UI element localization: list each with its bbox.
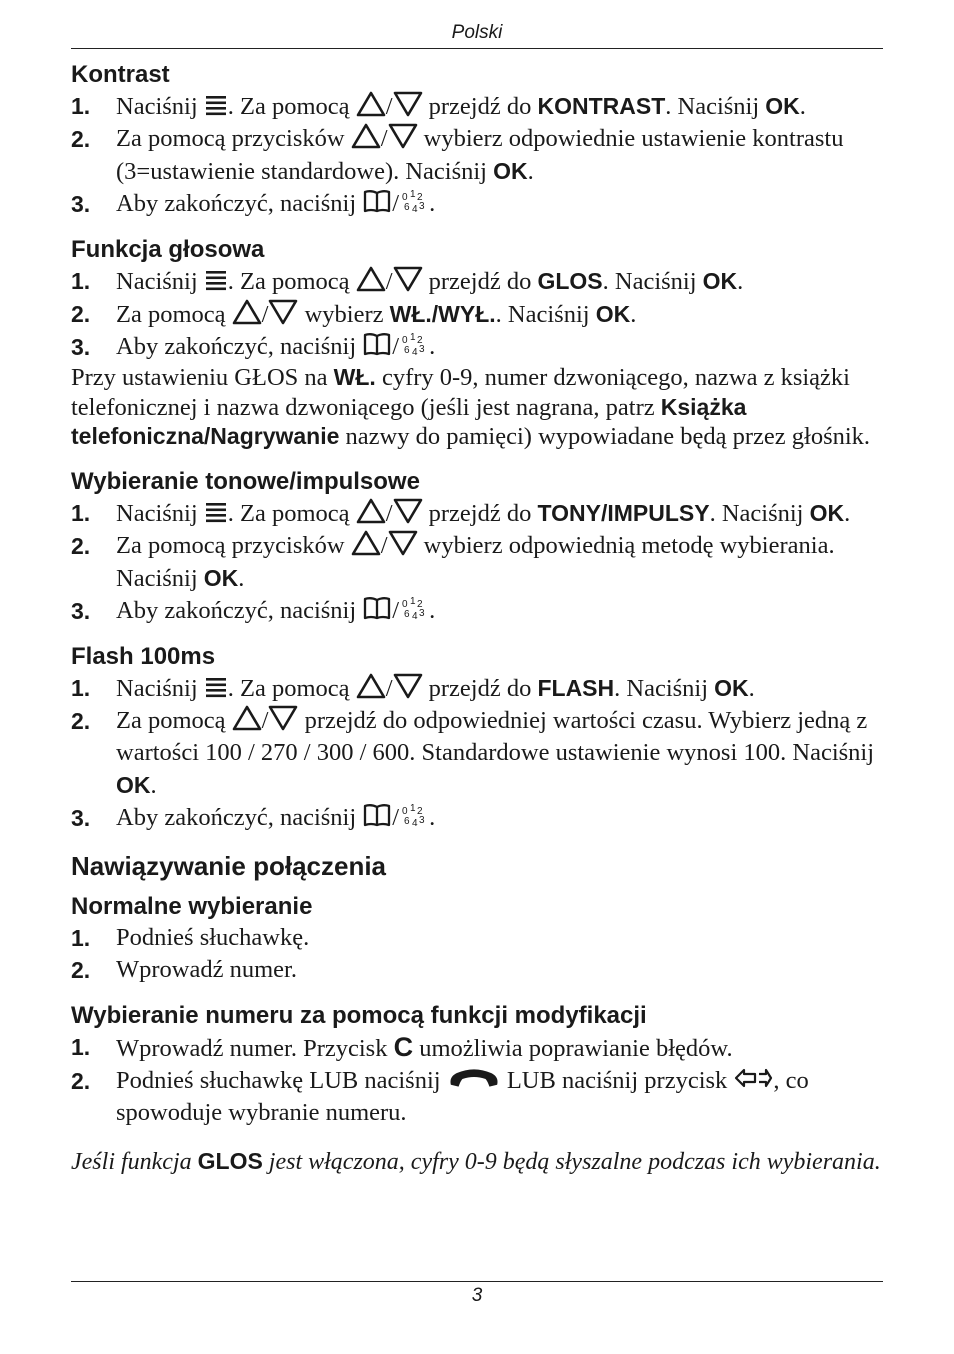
phone-handset-icon <box>447 1065 501 1091</box>
steps-glos <box>71 265 883 363</box>
list-item: 1. Naciśnij . Za pomocą / przejdź do TONY/IMPULSY. Naciśnij OK. <box>71 497 883 530</box>
step-text: wybierz <box>298 301 390 328</box>
arrow-down-icon <box>388 530 418 556</box>
keyword: FLASH <box>537 674 615 701</box>
step-number: 2. <box>71 532 91 559</box>
step-text: Wprowadź numer. <box>116 955 297 983</box>
list-item: 1. Naciśnij . Za pomocą / przejdź do KONTRAST. Naciśnij OK. <box>71 90 883 123</box>
ok-key-label: OK <box>765 93 800 119</box>
section-title-glos: Funkcja głosowa <box>71 236 265 263</box>
step-text: . Naciśnij <box>602 268 703 295</box>
step-text: Aby zakończyć, naciśnij <box>116 596 363 624</box>
step-text: . <box>737 268 744 295</box>
note-text: Jeśli funkcja <box>71 1148 198 1175</box>
steps-kontrast <box>71 90 883 220</box>
keyword: WŁ. <box>333 364 376 390</box>
step-text: . Za pomocą <box>227 93 356 120</box>
step-text: . <box>844 499 851 527</box>
step-text: . <box>429 333 436 360</box>
keypad-digits-icon <box>399 188 429 214</box>
menu-icon <box>204 93 228 117</box>
list-item: 2. Za pomocą przycisków / wybierz odpowiednią metodę wybierania. Naciśnij OK. <box>71 531 835 592</box>
list-item: 1. Naciśnij . Za pomocą / przejdź do GLOS. Naciśnij OK. <box>71 265 883 298</box>
step-text: Naciśnij <box>116 499 204 527</box>
section-heading-polaczenie: Nawiązywanie połączenia <box>71 850 387 881</box>
step-text: . Za pomocą <box>227 674 356 702</box>
step-text: . Naciśnij <box>614 674 715 702</box>
keypad-digits-icon <box>399 802 429 828</box>
arrow-up-icon <box>356 91 386 117</box>
ok-key-label: OK <box>714 674 749 701</box>
step-number: 1. <box>71 93 91 119</box>
ok-key-label: OK <box>595 301 631 327</box>
list-item: 1. Naciśnij . Za pomocą / przejdź do FLASH. Naciśnij OK. <box>71 672 883 705</box>
page-number: 3 <box>471 1285 483 1306</box>
step-text: przejdź do <box>422 93 538 120</box>
phonebook-icon <box>362 331 392 357</box>
step-text: Naciśnij <box>116 268 204 295</box>
step-text: . <box>238 564 245 592</box>
keyword: TONY/IMPULSY <box>537 499 710 526</box>
steps-tony <box>71 497 883 627</box>
ok-key-label: OK <box>702 268 738 294</box>
step-text: . <box>799 93 806 120</box>
step-text: . <box>429 596 436 624</box>
para-text: cyfry 0-9, numer dzwoniącego, nazwa z książki telefonicznej i nazwa dzwoniącego (jeśli jest nagrana, patrz <box>71 364 850 421</box>
arrow-up-icon <box>232 299 262 325</box>
menu-icon <box>204 268 228 292</box>
arrow-up-icon <box>351 530 381 556</box>
keyword: GLOS <box>197 1147 263 1174</box>
arrow-up-icon <box>351 123 381 149</box>
step-number: 2. <box>71 707 91 734</box>
ok-key-label: OK <box>116 771 151 798</box>
step-text: . <box>748 674 755 702</box>
step-number: 3. <box>71 597 91 624</box>
step-number: 3. <box>71 191 91 217</box>
step-text: . <box>429 803 436 831</box>
step-number: 1. <box>71 1033 91 1060</box>
step-text: Za pomocą przycisków <box>116 531 351 559</box>
phonebook-icon <box>362 595 392 621</box>
step-text: . <box>429 190 436 217</box>
step-text: Wprowadź numer. Przycisk <box>116 1034 394 1062</box>
section-title-normalne: Normalne wybieranie <box>71 892 313 920</box>
list-item: 2. Za pomocą przycisków / wybierz odpowiednie ustawienie kontrastu (3=ustawienie standardowe). Naciśnij OK. <box>71 125 844 185</box>
arrow-down-icon <box>268 705 298 731</box>
arrow-down-icon <box>393 266 423 292</box>
cross-reference: Książka telefoniczna/Nagrywanie <box>71 393 747 449</box>
clear-key-label: C <box>393 1031 414 1062</box>
arrow-down-icon <box>393 91 423 117</box>
page-content <box>71 60 883 1179</box>
ok-key-label: OK <box>493 158 528 184</box>
list-item: 3. Aby zakończyć, naciśnij / . <box>71 331 883 363</box>
ok-key-label: OK <box>809 499 845 526</box>
step-text: LUB naciśnij przycisk <box>500 1066 734 1094</box>
steps-modyfikacja <box>71 1031 883 1129</box>
section-title-kontrast: Kontrast <box>71 61 170 88</box>
list-item: 2. Za pomocą / przejdź do odpowiedniej wartości czasu. Wybierz jedną z wartości 100 / 270 / 300 / 600. Standardowe ustawienie wynosi 100. Naciśnij OK. <box>71 706 875 799</box>
para-text: Przy ustawieniu GŁOS na <box>71 364 334 391</box>
section-title-tony: Wybieranie tonowe/impulsowe <box>71 467 420 495</box>
arrow-down-icon <box>268 299 298 325</box>
steps-normalne <box>71 922 883 986</box>
step-text: Za pomocą <box>116 706 232 734</box>
step-number: 2. <box>71 301 91 327</box>
step-number: 1. <box>71 268 91 294</box>
step-text: przejdź do <box>422 674 538 702</box>
step-text: przejdź do odpowiedniej wartości czasu. Wybierz jedną z wartości 100 / 270 / 300 / 600. Standardowe ustawienie wynosi 100. Naciśnij <box>116 706 875 766</box>
step-text: Naciśnij <box>116 93 204 120</box>
step-text: Podnieś słuchawkę. <box>116 923 310 951</box>
step-text: . Naciśnij <box>495 301 596 328</box>
step-text: . Za pomocą <box>227 268 356 295</box>
page-header: Polski <box>451 22 503 43</box>
section-title-flash: Flash 100ms <box>71 642 216 670</box>
step-text: wybierz odpowiednią metodę wybierania. Naciśnij <box>116 531 835 592</box>
step-text: Za pomocą przycisków <box>116 125 351 152</box>
step-text: Aby zakończyć, naciśnij <box>116 190 363 217</box>
list-item: 2. Za pomocą / wybierz WŁ./WYŁ.. Naciśnij OK. <box>71 298 883 331</box>
list-item: 3. Aby zakończyć, naciśnij / . <box>71 188 883 220</box>
section-title-modyfikacja: Wybieranie numeru za pomocą funkcji modyfikacji <box>71 1001 647 1029</box>
keypad-digits-icon <box>399 595 429 621</box>
step-text: , co spowoduje wybranie numeru. <box>116 1066 809 1126</box>
list-item <box>71 1065 883 1129</box>
step-text: Aby zakończyć, naciśnij <box>116 333 363 360</box>
step-text: . Naciśnij <box>665 93 766 120</box>
step-text: Podnieś słuchawkę LUB naciśnij <box>116 1066 447 1094</box>
menu-icon <box>204 675 228 699</box>
menu-icon <box>204 500 228 524</box>
step-text: Za pomocą <box>116 301 232 328</box>
list-item <box>71 954 883 986</box>
step-text: umożliwia poprawianie błędów. <box>413 1034 733 1062</box>
glos-description <box>71 363 883 452</box>
ok-key-label: OK <box>203 564 239 591</box>
phonebook-icon <box>362 802 392 828</box>
step-text: wybierz odpowiednie ustawienie kontrastu (3=ustawienie standardowe). Naciśnij <box>116 125 844 185</box>
list-item <box>71 1031 883 1065</box>
arrow-up-icon <box>232 705 262 731</box>
step-text: . <box>630 301 637 328</box>
steps-flash <box>71 672 883 834</box>
header-rule <box>71 48 883 49</box>
footer-rule <box>71 1281 883 1282</box>
step-number: 1. <box>71 924 91 951</box>
list-item: 3. Aby zakończyć, naciśnij / . <box>71 595 883 627</box>
arrow-down-icon <box>393 673 423 699</box>
keyword: KONTRAST <box>537 93 666 119</box>
keyword: WŁ./WYŁ. <box>389 301 496 327</box>
step-number: 2. <box>71 126 91 152</box>
list-item: 3. Aby zakończyć, naciśnij / . <box>71 802 883 834</box>
step-number: 3. <box>71 804 91 831</box>
arrow-down-icon <box>388 123 418 149</box>
step-number: 3. <box>71 334 91 360</box>
arrow-up-icon <box>356 266 386 292</box>
step-text: Naciśnij <box>116 674 204 702</box>
note <box>71 1144 883 1179</box>
arrow-up-icon <box>356 673 386 699</box>
step-text: Aby zakończyć, naciśnij <box>116 803 363 831</box>
step-text: przejdź do <box>422 268 538 295</box>
step-text: . Naciśnij <box>709 499 810 527</box>
note-text: jest włączona, cyfry 0-9 będą słyszalne podczas ich wybierania. <box>262 1148 881 1175</box>
step-text: . <box>150 771 157 799</box>
phonebook-icon <box>362 188 392 214</box>
list-item <box>71 922 883 954</box>
redial-icon <box>733 1065 773 1091</box>
step-text: przejdź do <box>422 499 538 527</box>
keypad-digits-icon <box>399 331 429 357</box>
arrow-down-icon <box>393 498 423 524</box>
step-number: 2. <box>71 1067 91 1094</box>
step-number: 1. <box>71 674 91 701</box>
manual-page <box>71 0 883 1354</box>
step-number: 2. <box>71 956 91 983</box>
arrow-up-icon <box>356 498 386 524</box>
step-text: . <box>527 158 534 185</box>
step-number: 1. <box>71 499 91 526</box>
para-text: nazwy do pamięci) wypowiadane będą przez głośnik. <box>339 423 871 450</box>
keyword: GLOS <box>537 268 603 294</box>
step-text: . Za pomocą <box>227 499 356 527</box>
